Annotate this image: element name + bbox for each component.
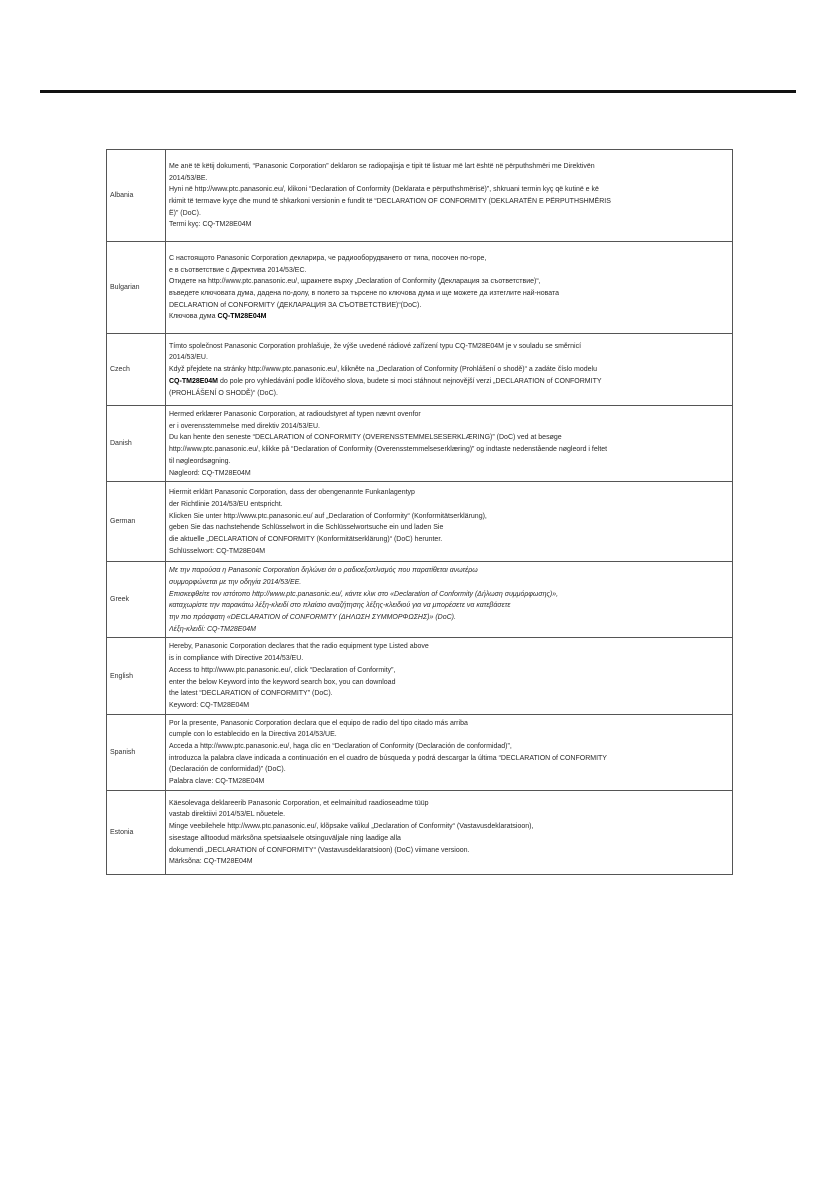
keyword-value: CQ-TM28E04M: [217, 313, 267, 321]
text-line: DECLARATION of CONFORMITY (ДЕКЛАРАЦИЯ ЗА СЪОТВЕТСТВИЕ)“(DoC).: [169, 301, 422, 309]
text-line: dokumendi „DECLARATION of CONFORMITY“ (Vastavusdeklaratsioon) (DoC) viimane versioon.: [169, 846, 470, 854]
text-line: http://www.ptc.panasonic.eu/, klikke på “Declaration of Conformity (Overensstemmelseserklæring)” og indtaste nedenstående nøgleord i feltet: [169, 446, 608, 454]
table-row: [107, 242, 733, 334]
text-line: Schlüsselwort: CQ-TM28E04M: [169, 547, 266, 555]
text-line: is in compliance with Directive 2014/53/EU.: [169, 655, 304, 663]
language-label: German: [107, 482, 166, 562]
language-label: Spanish: [107, 714, 166, 790]
text-line: cumple con lo establecido en la Directiva 2014/53/UE.: [169, 731, 337, 739]
text-line: Λέξη-κλειδί: CQ-TM28E04M: [169, 625, 257, 633]
keyword-label: Ключова дума: [169, 313, 216, 321]
declaration-text: [166, 406, 733, 482]
table-row: [107, 406, 733, 482]
text-line: С настоящото Panasonic Corporation декларира, че радиооборудването от типа, посочен по-горе,: [169, 254, 487, 262]
text-line: sisestage alltoodud märksõna spetsiaalsele otsinguväljale ning laadige alla: [169, 834, 401, 842]
language-label: Estonia: [107, 790, 166, 874]
text-line: Když přejdete na stránky http://www.ptc.panasonic.eu/, klikněte na „Declaration of Conformity (Prohlášení o shodě)“ a zadáte číslo modelu: [169, 366, 597, 374]
table-row: [107, 790, 733, 874]
text-line: Access to http://www.ptc.panasonic.eu/, click “Declaration of Conformity”,: [169, 666, 396, 674]
text-line: vastab direktiivi 2014/53/EL nõuetele.: [169, 811, 286, 819]
text-line: introduzca la palabra clave indicada a continuación en el cuadro de búsqueda y podrá descargar la última “DECLARATION of CONFORMITY: [169, 754, 607, 762]
text-line: Tímto společnost Panasonic Corporation prohlašuje, že výše uvedené rádiové zařízení typu CQ-TM28E04M je v souladu se směrnicí: [169, 342, 582, 350]
text-line: 2014/53/EU.: [169, 354, 208, 362]
text-line: Ë)” (DoC).: [169, 209, 201, 217]
language-label: Czech: [107, 334, 166, 406]
declaration-text: [166, 638, 733, 714]
declaration-text: [166, 334, 733, 406]
language-label: Greek: [107, 562, 166, 638]
text-line: Käesolevaga deklareerib Panasonic Corporation, et eelmainitud raadioseadme tüüp: [169, 799, 429, 807]
declaration-text: [166, 242, 733, 334]
text-line: καταχωρίστε την παρακάτω λέξη-κλειδί στο πλαίσιο αναζήτησης λέξης-κλειδιού για να μπορέσετε να κατεβάσετε: [169, 602, 511, 610]
keyword-value: CQ-TM28E04M: [169, 377, 219, 385]
table-row: [107, 334, 733, 406]
text-line: Отидете на http://www.ptc.panasonic.eu/, щракнете върху „Declaration of Conformity (Декларация за съответствие)“,: [169, 278, 541, 286]
text-line: την πιο πρόσφατη «DECLARATION of CONFORMITY (ΔΗΛΩΣΗ ΣΥΜΜΟΡΦΩΣΗΣ)» (DoC).: [169, 614, 456, 622]
declaration-text: [166, 150, 733, 242]
text-line: 2014/53/BE.: [169, 174, 208, 182]
text-line: Nøgleord: CQ-TM28E04M: [169, 469, 251, 477]
table-row: [107, 714, 733, 790]
text-line: Επισκεφθείτε τον ιστότοπο http://www.ptc.panasonic.eu/, κάντε κλικ στο «Declaration of Conformity (Δήλωση συμμόρφωσης)»,: [169, 590, 559, 598]
text-fragment: do pole pro vyhledávání podle klíčového slova, budete si moci stáhnout nejnovější verzi „DECLARATION of CONFORMITY: [219, 377, 602, 385]
text-line: Märksõna: CQ-TM28E04M: [169, 858, 253, 866]
text-line: Με την παρούσα η Panasonic Corporation δηλώνει ότι ο ραδιοεξοπλισμός που παρατίθεται ανωτέρω: [169, 567, 478, 575]
text-line: geben Sie das nachstehende Schlüsselwort in die Schlüsselwortsuche ein und laden Sie: [169, 524, 444, 532]
text-line: Termi kyç: CQ-TM28E04M: [169, 221, 252, 229]
text-line: (PROHLÁŠENÍ O SHODĚ)“ (DoC).: [169, 389, 278, 397]
text-line: Klicken Sie unter http://www.ptc.panasonic.eu/ auf „Declaration of Conformity“ (Konformitätserklärung),: [169, 512, 487, 520]
text-line: Minge veebilehele http://www.ptc.panasonic.eu/, klõpsake valikul „Declaration of Conformity“ (Vastavusdeklaratsioon),: [169, 823, 534, 831]
text-line: Hyni në http://www.ptc.panasonic.eu/, klikoni “Declaration of Conformity (Deklarata e përputhshmërisë)”, shkruani termin kyç që kutinë e kë: [169, 186, 599, 194]
text-line: til nøgleordsøgning.: [169, 457, 231, 465]
header-rule: [40, 90, 796, 93]
language-label: Danish: [107, 406, 166, 482]
text-line: Du kan hente den seneste “DECLARATION of CONFORMITY (OVERENSSTEMMELSESERKLÆRING)” (DoC) ved at besøge: [169, 434, 562, 442]
text-line: Acceda a http://www.ptc.panasonic.eu/, haga clic en “Declaration of Conformity (Declaración de conformidad)”,: [169, 743, 512, 751]
text-line: Keyword: CQ-TM28E04M: [169, 701, 250, 709]
text-line: die aktuelle „DECLARATION of CONFORMITY (Konformitätserklärung)“ (DoC) herunter.: [169, 535, 443, 543]
declaration-text: [166, 562, 733, 638]
language-label: Bulgarian: [107, 242, 166, 334]
text-line: Palabra clave: CQ-TM28E04M: [169, 778, 265, 786]
text-line: the latest “DECLARATION of CONFORMITY” (DoC).: [169, 690, 333, 698]
text-line: [169, 376, 728, 388]
declaration-table: [106, 149, 733, 875]
text-line: Hermed erklærer Panasonic Corporation, at radioudstyret af typen nævnt ovenfor: [169, 411, 421, 418]
text-line: въведете ключовата дума, дадена по-долу, в полето за търсене по ключова дума и ще можете да изтеглите най-новата: [169, 290, 560, 297]
text-line: rkimit të termave kyçe dhe mund të shkarkoni versionin e fundit të “DECLARATION OF CONFORMITY (DEKLARATËN E PËRPUTHSHMËRIS: [169, 198, 611, 205]
text-line: Por la presente, Panasonic Corporation declara que el equipo de radio del tipo citado más arriba: [169, 719, 468, 727]
table-row: [107, 562, 733, 638]
text-line: συμμορφώνεται με την οδηγία 2014/53/ΕΕ.: [169, 578, 302, 586]
language-label: English: [107, 638, 166, 714]
keyword-line: [169, 311, 728, 323]
text-line: Hiermit erklärt Panasonic Corporation, dass der obengenannte Funkanlagentyp: [169, 489, 415, 497]
text-line: Me anë të këtij dokumenti, “Panasonic Corporation” deklaron se radiopajisja e tipit të listuar më lart është në përputhshmëri me Direktivën: [169, 162, 595, 170]
table-row: [107, 150, 733, 242]
declaration-text: [166, 790, 733, 874]
table-row: [107, 482, 733, 562]
text-line: enter the below Keyword into the keyword search box, you can download: [169, 678, 396, 686]
table-row: [107, 638, 733, 714]
language-label: Albania: [107, 150, 166, 242]
text-line: (Declaración de conformidad)” (DoC).: [169, 766, 286, 774]
text-line: er i overensstemmelse med direktiv 2014/53/EU.: [169, 422, 320, 430]
declaration-text: [166, 482, 733, 562]
text-line: е в съответствие с Директива 2014/53/ЕС.: [169, 266, 307, 274]
declaration-text: [166, 714, 733, 790]
text-line: der Richtlinie 2014/53/EU entspricht.: [169, 500, 283, 508]
text-line: Hereby, Panasonic Corporation declares that the radio equipment type Listed above: [169, 643, 429, 651]
